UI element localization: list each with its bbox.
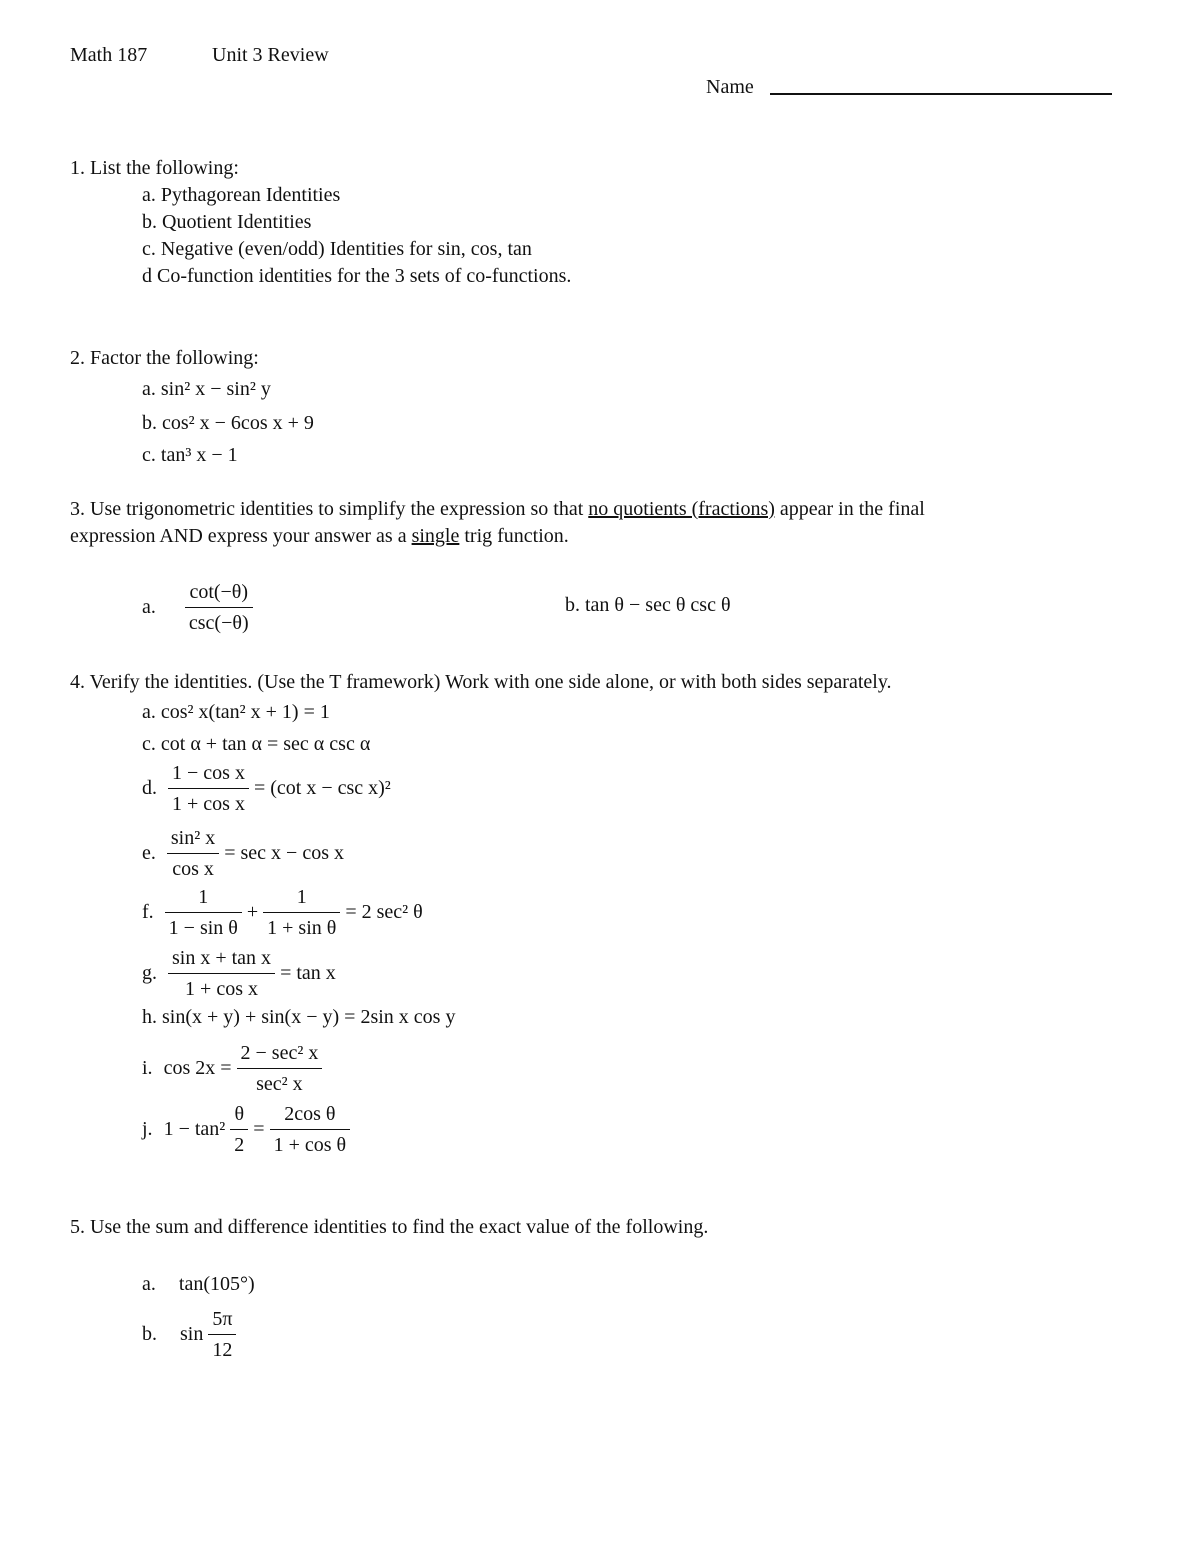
q2-a-expr: sin² x − sin² y (160, 378, 271, 400)
q1-item-a: a. Pythagorean Identities (142, 184, 341, 206)
q4-item-j (142, 1099, 350, 1160)
q4-g-label: g. (142, 962, 157, 984)
q3-prompt-line2 (70, 525, 569, 548)
q4-f-fraction-2 (263, 882, 340, 943)
q4-item-d (142, 758, 391, 819)
q4-h-expr: sin(x + y) + sin(x − y) = 2sin x cos y (162, 1006, 456, 1028)
q1-item-c: c. Negative (even/odd) Identities for sin, cos, tan (142, 238, 532, 260)
q1-item-d: d Co-function identities for the 3 sets of co-functions. (142, 265, 572, 287)
q5-b-func: sin (180, 1323, 204, 1345)
q4-item-g (142, 943, 336, 1004)
q4-item-i (142, 1038, 322, 1099)
q4-d-fraction (168, 758, 249, 819)
q2-b-expr: cos² x − 6cos x + 9 (162, 412, 314, 434)
q4-d-numerator: 1 − cos x (168, 758, 249, 789)
course-title: Math 187 (70, 44, 148, 66)
q4-item-e (142, 823, 344, 884)
q4-c-expr: cot α + tan α = sec α csc α (160, 733, 371, 755)
q4-e-denominator: cos x (172, 858, 214, 880)
q4-g-denominator: 1 + cos x (185, 978, 258, 1000)
q4-a-expr: cos² x(tan² x + 1) = 1 (160, 701, 330, 723)
q2-c-expr: tan³ x − 1 (160, 444, 238, 466)
unit-title: Unit 3 Review (212, 44, 329, 66)
q4-item-a (142, 701, 330, 724)
q5-item-b (142, 1304, 236, 1365)
name-label: Name (706, 76, 754, 98)
q4-i-fraction (237, 1038, 323, 1099)
q4-f-plus: + (246, 901, 259, 923)
q4-j-denominator-2: 1 + cos θ (273, 1134, 347, 1156)
q4-j-numerator-2: 2cos θ (270, 1099, 351, 1130)
q5-prompt: 5. Use the sum and difference identities to find the exact value of the following. (70, 1216, 709, 1238)
q4-a-label: a. (142, 701, 156, 723)
q2-item-c (142, 444, 238, 467)
q2-a-label: a. (142, 378, 156, 400)
q3-line1-text: 3. Use trigonometric identities to simplify the expression so that (70, 498, 589, 520)
q2-c-label: c. (142, 444, 156, 466)
q4-j-numerator-1: θ (230, 1099, 248, 1130)
q4-d-label: d. (142, 777, 157, 799)
q5-item-a (142, 1273, 255, 1296)
q5-b-label: b. (142, 1323, 157, 1345)
q3-prompt-line1 (70, 498, 925, 521)
q2-item-b (142, 412, 314, 435)
q4-j-lhs: 1 − tan² (163, 1118, 226, 1140)
q3-a-label: a. (142, 596, 156, 618)
q3-a-fraction (185, 577, 253, 638)
q4-h-label: h. (142, 1006, 157, 1028)
q4-prompt: 4. Verify the identities. (Use the T framework) Work with one side alone, or with both sides separately. (70, 671, 892, 693)
q4-j-fraction-2 (270, 1099, 351, 1160)
q4-f-numerator-1: 1 (165, 882, 242, 913)
q3-line1-end: appear in the final (774, 498, 925, 520)
q4-g-rhs: = tan x (280, 962, 336, 984)
q3-line2-underlined: single (411, 525, 460, 547)
q4-g-numerator: sin x + tan x (168, 943, 275, 974)
q4-f-numerator-2: 1 (263, 882, 340, 913)
q2-b-label: b. (142, 412, 157, 434)
q4-c-label: c. (142, 733, 156, 755)
q5-a-label: a. (142, 1273, 156, 1295)
q4-item-c (142, 733, 370, 756)
q3-line2-end: trig function. (459, 525, 569, 547)
q4-f-denominator-1: 1 − sin θ (168, 917, 238, 939)
q4-item-h (142, 1006, 455, 1029)
q1-item-b: b. Quotient Identities (142, 211, 312, 233)
q3-item-b (565, 594, 731, 617)
q4-e-fraction (167, 823, 219, 884)
name-blank-line[interactable] (770, 93, 1112, 95)
q4-e-numerator: sin² x (167, 823, 219, 854)
q3-a-denominator: csc(−θ) (188, 612, 249, 634)
q3-line2-text: expression AND express your answer as a (70, 525, 412, 547)
q4-f-label: f. (142, 901, 154, 923)
q4-j-equals: = (253, 1118, 265, 1140)
q4-d-denominator: 1 + cos x (172, 793, 245, 815)
q2-item-a (142, 378, 271, 401)
q4-f-fraction-1 (165, 882, 242, 943)
q4-f-rhs: = 2 sec² θ (345, 901, 423, 923)
q3-item-a (142, 577, 253, 638)
q4-e-rhs: = sec x − cos x (224, 842, 344, 864)
q5-a-expr: tan(105°) (178, 1273, 255, 1295)
q4-i-numerator: 2 − sec² x (237, 1038, 323, 1069)
q3-a-numerator: cot(−θ) (185, 577, 253, 608)
q5-b-denominator: 12 (212, 1339, 233, 1361)
q5-b-fraction (208, 1304, 236, 1365)
q4-item-f (142, 882, 423, 943)
q3-line1-underlined: no quotients (fractions) (588, 498, 775, 520)
q4-i-lhs: cos 2x = (163, 1057, 232, 1079)
q4-j-label: j. (142, 1118, 153, 1140)
q4-g-fraction (168, 943, 275, 1004)
q4-j-denominator-1: 2 (234, 1134, 245, 1156)
q4-i-label: i. (142, 1057, 153, 1079)
q4-i-denominator: sec² x (256, 1073, 303, 1095)
q2-prompt: 2. Factor the following: (70, 347, 259, 369)
q4-e-label: e. (142, 842, 156, 864)
q4-f-denominator-2: 1 + sin θ (267, 917, 337, 939)
q3-b-expr: tan θ − sec θ csc θ (585, 594, 731, 616)
q1-prompt: 1. List the following: (70, 157, 239, 179)
q5-b-numerator: 5π (208, 1304, 236, 1335)
q3-b-label: b. (565, 594, 580, 616)
q4-d-rhs: = (cot x − csc x)² (253, 777, 391, 799)
q4-j-fraction-1 (230, 1099, 248, 1160)
